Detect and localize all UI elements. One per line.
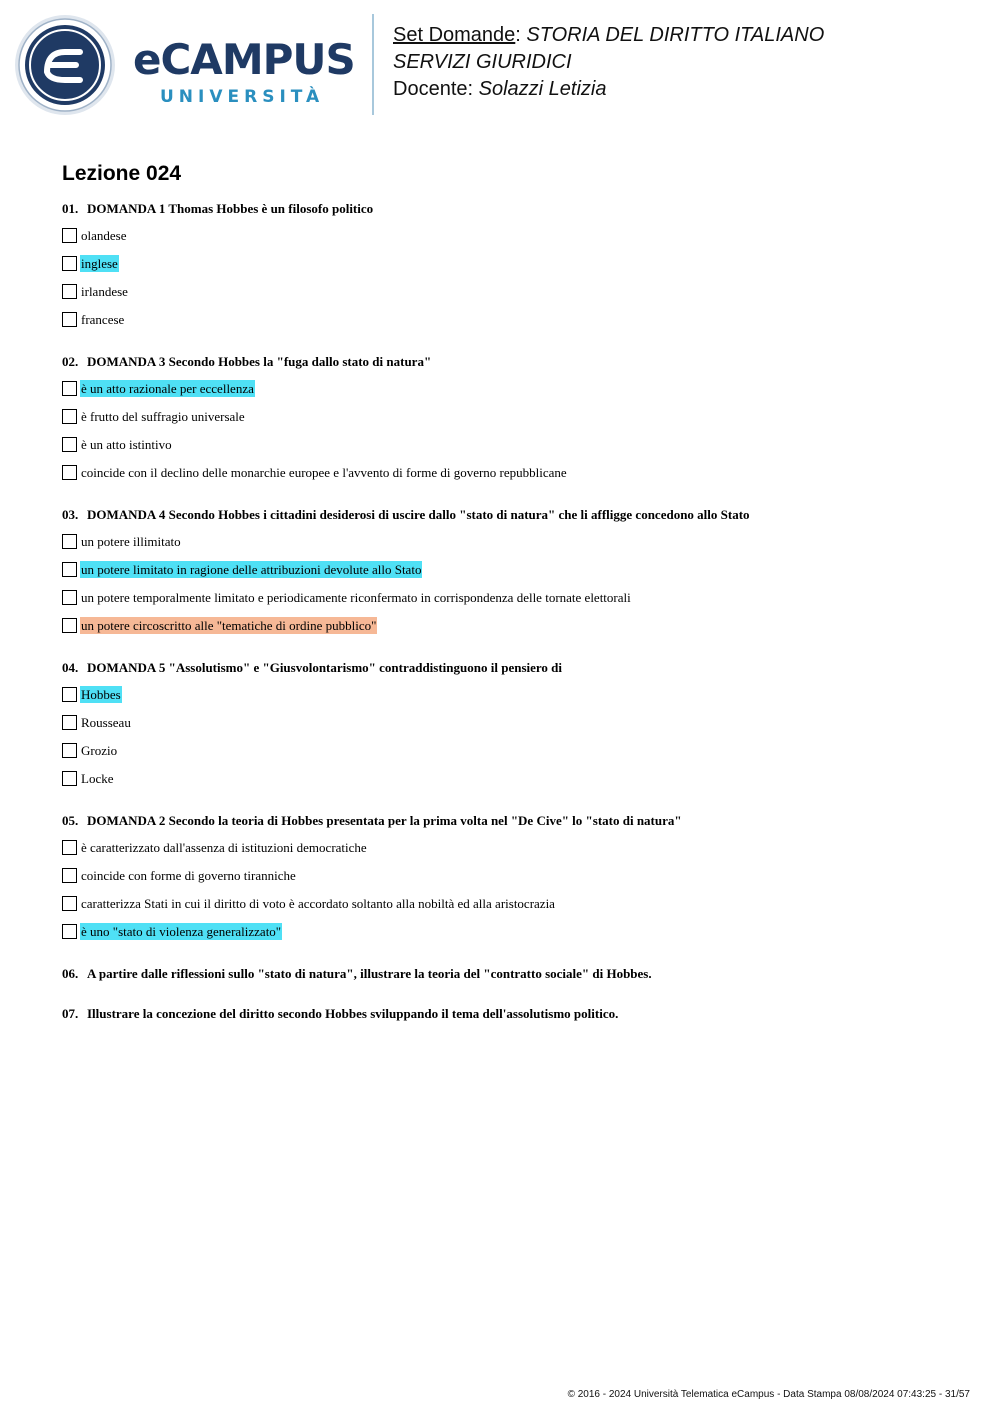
set-title-2: SERVIZI GIURIDICI [393,51,572,73]
answer-checkbox[interactable] [62,562,77,577]
answer-checkbox[interactable] [62,590,77,605]
ecampus-seal-logo-icon [14,14,116,116]
answer-label: è frutto del suffragio universale [81,409,245,424]
answer-checkbox[interactable] [62,687,77,702]
question-number: 05. [62,813,79,828]
answer-option[interactable] [62,867,962,895]
question-number: 01. [62,201,79,216]
question-text [62,812,962,830]
answer-option[interactable] [62,533,962,561]
question-list [62,200,962,951]
answer-option[interactable] [62,283,962,311]
answer-label: un potere illimitato [81,534,181,549]
lesson-title: Lezione 024 [62,162,182,185]
answer-option[interactable] [62,714,962,742]
answer-label: Rousseau [81,715,131,730]
logo-brand-text: eCAMPUS [133,35,355,84]
answer-option[interactable] [62,742,962,770]
answer-checkbox[interactable] [62,312,77,327]
logo-sub-text: UNIVERSITÀ [160,87,325,107]
question-label: Illustrare la concezione del diritto secondo Hobbes sviluppando il tema dell'assolutismo politico. [87,1006,619,1021]
answer-label: francese [81,312,125,327]
open-question-06 [62,965,962,983]
question-02 [62,353,962,492]
answer-option[interactable] [62,770,962,798]
answer-label: è caratterizzato dall'assenza di istituzioni democratiche [81,840,367,855]
question-number: 07. [62,1006,79,1021]
header-info [393,22,824,103]
answer-label: è un atto razionale per eccellenza [81,381,254,396]
question-label: DOMANDA 3 Secondo Hobbes la "fuga dallo stato di natura" [87,354,432,369]
question-04 [62,659,962,798]
docente-label: Docente: [393,78,474,100]
ecampus-wordmark [133,35,355,110]
answer-option[interactable] [62,839,962,867]
answer-label: Hobbes [81,687,121,702]
answer-checkbox[interactable] [62,924,77,939]
page-header [0,0,1000,130]
answer-label: coincide con il declino delle monarchie europee e l'avvento di forme di governo repubblicane [81,465,567,480]
question-05 [62,812,962,951]
question-label: DOMANDA 5 "Assolutismo" e "Giusvolontarismo" contraddistinguono il pensiero di [87,660,563,675]
answer-option[interactable] [62,589,962,617]
question-label: DOMANDA 1 Thomas Hobbes è un filosofo politico [87,201,374,216]
question-text [62,506,962,524]
answer-checkbox[interactable] [62,534,77,549]
answer-option[interactable] [62,255,962,283]
answer-checkbox[interactable] [62,437,77,452]
answer-checkbox[interactable] [62,409,77,424]
answer-checkbox[interactable] [62,284,77,299]
answer-checkbox[interactable] [62,465,77,480]
main-content [62,160,962,1045]
answer-checkbox[interactable] [62,228,77,243]
answer-checkbox[interactable] [62,896,77,911]
answer-option[interactable] [62,617,962,645]
answer-checkbox[interactable] [62,868,77,883]
answer-option[interactable] [62,561,962,589]
set-line: Set Domande: STORIA DEL DIRITTO ITALIANO [393,24,825,46]
answer-option[interactable] [62,380,962,408]
question-01 [62,200,962,339]
answer-checkbox[interactable] [62,715,77,730]
question-text [62,659,962,677]
question-number: 06. [62,966,79,981]
answer-label: Grozio [81,743,118,758]
answer-label: è un atto istintivo [81,437,172,452]
answer-option[interactable] [62,464,962,492]
answer-checkbox[interactable] [62,256,77,271]
answer-label: coincide con forme di governo tiranniche [81,868,296,883]
answer-checkbox[interactable] [62,743,77,758]
question-number: 04. [62,660,79,675]
answer-option[interactable] [62,311,962,339]
question-03 [62,506,962,645]
answer-option[interactable] [62,686,962,714]
answer-label: un potere circoscritto alle "tematiche di ordine pubblico" [81,618,377,633]
open-question-07 [62,1005,962,1023]
docente-line [393,76,824,103]
answer-checkbox[interactable] [62,840,77,855]
answer-option[interactable] [62,895,962,923]
answer-option[interactable] [62,923,962,951]
answer-label: un potere limitato in ragione delle attribuzioni devolute allo Stato [81,562,422,577]
question-label: A partire dalle riflessioni sullo "stato di natura", illustrare la teoria del "contratto sociale" di Hobbes. [87,966,652,981]
answer-option[interactable] [62,227,962,255]
page-footer: © 2016 - 2024 Università Telematica eCampus - Data Stampa 08/08/2024 07:43:25 - 31/57 [567,1389,970,1400]
answer-option[interactable] [62,436,962,464]
question-label: DOMANDA 2 Secondo la teoria di Hobbes presentata per la prima volta nel "De Cive" lo "stato di natura" [87,813,682,828]
question-text [62,353,962,371]
answer-label: inglese [81,256,118,271]
answer-checkbox[interactable] [62,771,77,786]
answer-label: un potere temporalmente limitato e periodicamente riconfermato in corrispondenza delle tornate elettorali [81,590,631,605]
answer-label: Locke [81,771,114,786]
answer-label: irlandese [81,284,128,299]
header-divider [372,14,374,115]
set-title-1: STORIA DEL DIRITTO ITALIANO [526,24,825,46]
question-number: 03. [62,507,79,522]
docente-name: Solazzi Letizia [478,78,607,100]
set-label: Set Domande [393,24,516,46]
answer-label: olandese [81,228,127,243]
answer-checkbox[interactable] [62,381,77,396]
question-number: 02. [62,354,79,369]
answer-option[interactable] [62,408,962,436]
answer-label: è uno "stato di violenza generalizzato" [81,924,282,939]
answer-label: caratterizza Stati in cui il diritto di voto è accordato soltanto alla nobiltà ed alla aristocrazia [81,896,555,911]
question-text [62,200,962,218]
answer-checkbox[interactable] [62,618,77,633]
question-label: DOMANDA 4 Secondo Hobbes i cittadini desiderosi di uscire dallo "stato di natura" che li affligge concedono allo Stato [87,507,750,522]
